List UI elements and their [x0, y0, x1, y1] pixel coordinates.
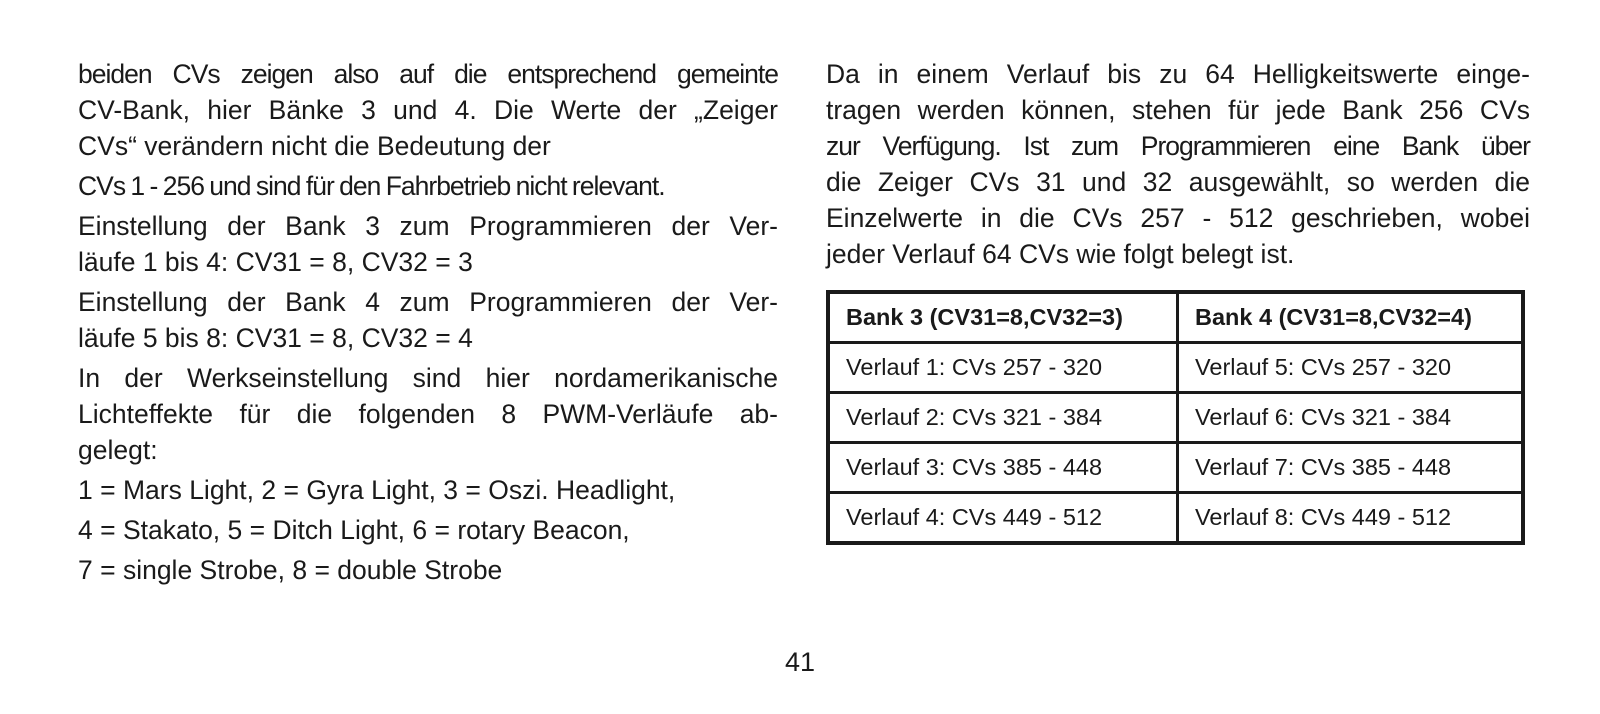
- text-line: zur Verfügung. Ist zum Programmieren eine Bank über: [826, 131, 1530, 161]
- text-line: CVs 1 - 256 und sind für den Fahrbetrieb nicht relevant.: [78, 171, 665, 201]
- paragraph-bank4-setting: [78, 284, 778, 356]
- table-cell: Verlauf 4: CVs 449 - 512: [828, 493, 1178, 544]
- paragraph-brightness-values: [826, 56, 1530, 272]
- table-cell: Verlauf 6: CVs 321 - 384: [1178, 393, 1524, 443]
- text-line: läufe 5 bis 8: CV31 = 8, CV32 = 4: [78, 323, 473, 353]
- left-column: [78, 56, 778, 592]
- page-number: 41: [784, 647, 816, 677]
- text-line: läufe 1 bis 4: CV31 = 8, CV32 = 3: [78, 247, 473, 277]
- table-cell: Verlauf 8: CVs 449 - 512: [1178, 493, 1524, 544]
- text-line: jeder Verlauf 64 CVs wie folgt belegt ist.: [826, 239, 1295, 269]
- table-row: [828, 493, 1523, 544]
- paragraph-effects-list-2: [78, 512, 778, 548]
- text-line: 1 = Mars Light, 2 = Gyra Light, 3 = Oszi. Headlight,: [78, 475, 676, 505]
- text-line: beiden CVs zeigen also auf die entsprechend gemeinte: [78, 59, 778, 89]
- text-line: Da in einem Verlauf bis zu 64 Helligkeitswerte einge-: [826, 59, 1530, 89]
- table-cell: Verlauf 3: CVs 385 - 448: [828, 443, 1178, 493]
- table-cell: Verlauf 1: CVs 257 - 320: [828, 343, 1178, 393]
- cv-bank-table: [826, 290, 1525, 545]
- paragraph-effects-list-3: [78, 552, 778, 588]
- paragraph-bank-pointer: [78, 56, 778, 164]
- table-row: [828, 343, 1523, 393]
- text-line: In der Werkseinstellung sind hier nordamerikanische: [78, 363, 778, 393]
- text-line: 7 = single Strobe, 8 = double Strobe: [78, 555, 503, 585]
- right-column: [826, 56, 1530, 276]
- table-cell: Verlauf 7: CVs 385 - 448: [1178, 443, 1524, 493]
- text-line: CV-Bank, hier Bänke 3 und 4. Die Werte der „Zeiger: [78, 95, 778, 125]
- table-cell: Verlauf 2: CVs 321 - 384: [828, 393, 1178, 443]
- table-row: [828, 443, 1523, 493]
- paragraph-bank3-setting: [78, 208, 778, 280]
- table-cell: Verlauf 5: CVs 257 - 320: [1178, 343, 1524, 393]
- text-line: gelegt:: [78, 435, 158, 465]
- table-header-row: [828, 292, 1523, 343]
- text-line: CVs“ verändern nicht die Bedeutung der: [78, 131, 551, 161]
- text-line: Einzelwerte in die CVs 257 - 512 geschrieben, wobei: [826, 203, 1530, 233]
- text-line: 4 = Stakato, 5 = Ditch Light, 6 = rotary Beacon,: [78, 515, 630, 545]
- text-line: die Zeiger CVs 31 und 32 ausgewählt, so werden die: [826, 167, 1530, 197]
- text-line: tragen werden können, stehen für jede Bank 256 CVs: [826, 95, 1530, 125]
- paragraph-cv-range-note: [78, 168, 778, 204]
- table-header-cell: Bank 4 (CV31=8,CV32=4): [1178, 292, 1524, 343]
- text-line: Einstellung der Bank 4 zum Programmieren der Ver-: [78, 287, 778, 317]
- table-header-cell: Bank 3 (CV31=8,CV32=3): [828, 292, 1178, 343]
- text-line: Lichteffekte für die folgenden 8 PWM-Verläufe ab-: [78, 399, 778, 429]
- table-row: [828, 393, 1523, 443]
- paragraph-factory-setting: [78, 360, 778, 468]
- text-line: Einstellung der Bank 3 zum Programmieren der Ver-: [78, 211, 778, 241]
- paragraph-effects-list-1: [78, 472, 778, 508]
